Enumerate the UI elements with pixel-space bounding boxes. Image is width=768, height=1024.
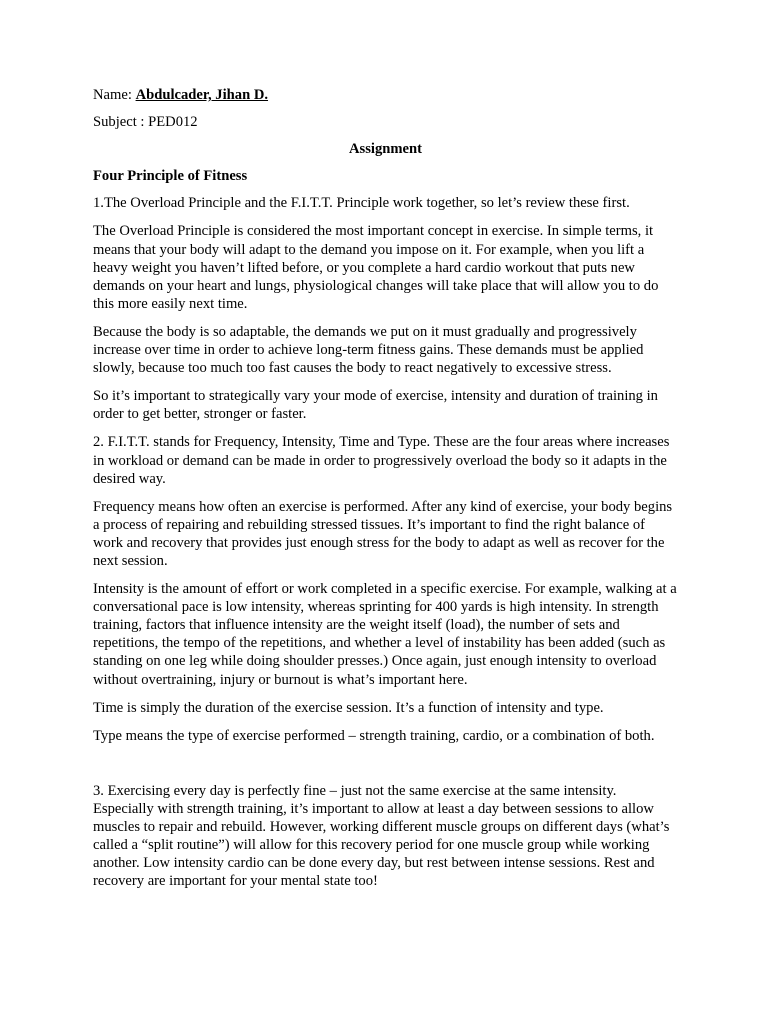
paragraph-type: Type means the type of exercise performed – strength training, cardio, or a combination of both. <box>93 727 655 744</box>
paragraph-exercise-every-day: 3. Exercising every day is perfectly fine – just not the same exercise at the same intensity. Especially with strength training, it’s important to allow at least a day between sessions to allow muscles to repair and rebuild. However, working different muscle groups on different days (what’s called a “split routine”) will allow for this recovery period for one muscle group while working another. Low intensity cardio can be done every day, but rest between intense sessions. Rest and recovery are important for your mental state too! <box>93 782 670 890</box>
paragraph-overload-intro: 1.The Overload Principle and the F.I.T.T. Principle work together, so let’s review these first. <box>93 195 630 212</box>
document-page <box>93 86 678 900</box>
paragraph-time: Time is simply the duration of the exercise session. It’s a function of intensity and type. <box>93 699 604 716</box>
subject-line: Subject : PED012 <box>93 114 198 131</box>
blank-space <box>93 755 678 782</box>
document-title: Assignment <box>349 141 422 158</box>
paragraph-overload-principle: The Overload Principle is considered the most important concept in exercise. In simple terms, it means that your body will adapt to the demand you impose on it. For example, when you lift a heavy weight you haven’t lifted before, or you complete a hard cardio workout that puts new demands on your heart and lungs, physiological changes will take place that will allow you to do this more easily next time. <box>93 223 659 312</box>
name-line <box>93 86 678 104</box>
paragraph-intensity: Intensity is the amount of effort or work completed in a specific exercise. For example, walking at a conversational pace is low intensity, whereas sprinting for 400 yards is high intensity. In strength training, factors that influence intensity are the weight itself (load), the number of sets and repetitions, the tempo of the repetitions, and whether a level of instability has been added (such as standing on one leg while doing shoulder presses.) Once again, just enough intensity to overload without overtraining, injury or burnout is what’s important here. <box>93 581 677 688</box>
paragraph-adaptable-body: Because the body is so adaptable, the demands we put on it must gradually and progressively increase over time in order to achieve long-term fitness gains. These demands must be applied slowly, because too much too fast causes the body to react negatively to excessive stress. <box>93 323 644 377</box>
paragraph-frequency: Frequency means how often an exercise is performed. After any kind of exercise, your body begins a process of repairing and rebuilding stressed tissues. It’s important to find the right balance of work and recovery that provides just enough stress for the body to adapt as well as recover for the next session. <box>93 498 673 569</box>
name-label: Name: <box>93 87 132 103</box>
section-heading: Four Principle of Fitness <box>93 168 248 185</box>
paragraph-fitt-definition: 2. F.I.T.T. stands for Frequency, Intensity, Time and Type. These are the four areas where increases in workload or demand can be made in order to progressively overload the body so it adapts in the desired way. <box>93 434 670 487</box>
paragraph-vary-mode: So it’s important to strategically vary your mode of exercise, intensity and duration of training in order to get better, stronger or faster. <box>93 388 658 423</box>
student-name: Abdulcader, Jihan D. <box>135 87 269 103</box>
